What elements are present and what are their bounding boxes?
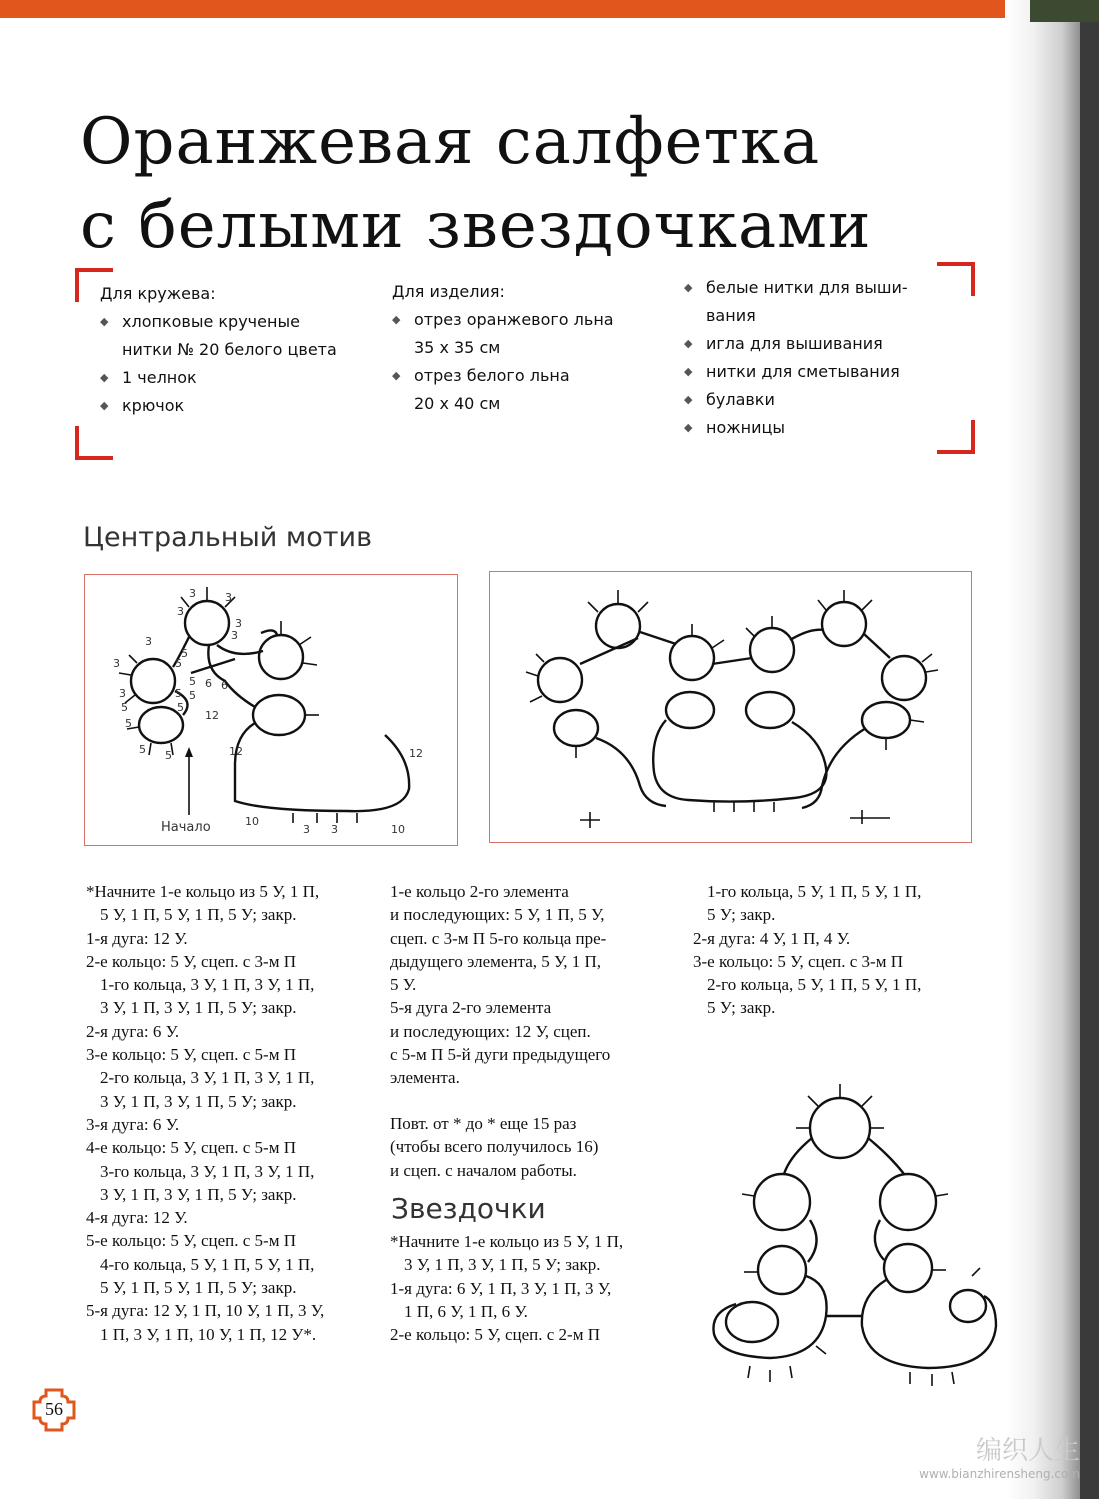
watermark-name: 编织人生	[975, 1436, 1080, 1466]
instructions-column-2-top	[390, 880, 690, 1090]
section-stars: Звездочки	[391, 1192, 546, 1225]
materials-other-item-line: ◆ булавки	[706, 390, 775, 409]
materials-product	[392, 278, 672, 418]
stitch-count-label: 3	[189, 587, 196, 600]
materials-other-item	[684, 414, 934, 442]
materials-product-item-line: 20 х 40 см	[414, 394, 501, 413]
instruction-line: сцеп. с 3-м П 5-го кольца пре-	[390, 928, 607, 948]
instruction-line: 3-е кольцо: 5 У, сцеп. с 3-м П	[693, 951, 903, 971]
instruction-line: 2-я дуга: 4 У, 1 П, 4 У.	[693, 928, 851, 948]
instruction-line: дыдущего элемента, 5 У, 1 П,	[390, 951, 602, 971]
star-diagram	[700, 1076, 1010, 1396]
bracket-bottom-right	[937, 420, 975, 454]
central-motif-diagram	[84, 574, 458, 846]
stitch-count-label: 5	[125, 717, 132, 730]
page-title	[80, 100, 980, 268]
watermark-url: www.bianzhirensheng.com	[919, 1467, 1080, 1481]
instruction-line: 4-го кольца, 5 У, 1 П, 5 У, 1 П,	[100, 1254, 315, 1274]
stitch-count-label: 5	[189, 689, 196, 702]
instruction-line: 5-е кольцо: 5 У, сцеп. с 5-м П	[86, 1231, 296, 1251]
instruction-line: (чтобы всего получилось 16)	[390, 1137, 599, 1157]
stitch-count-label: 3	[231, 629, 238, 642]
instruction-line: 5-я дуга: 12 У, 1 П, 10 У, 1 П, 3 У,	[86, 1301, 325, 1321]
motif-chain-drawing	[490, 572, 971, 842]
title-line-2: с белыми звездочками	[80, 189, 872, 263]
motif-chain-diagram	[489, 571, 972, 843]
stitch-count-label: 10	[391, 823, 405, 836]
materials-lace-item-line: нитки № 20 белого цвета	[122, 340, 337, 359]
page-number: 56	[45, 1399, 63, 1419]
stitch-count-label: 10	[245, 815, 259, 828]
stitch-count-label: 5	[121, 701, 128, 714]
materials-product-item	[392, 306, 672, 362]
stitch-count-label: 3	[113, 657, 120, 670]
instructions-column-3	[693, 880, 993, 1020]
start-label: Начало	[161, 820, 211, 835]
instruction-line: 5 У; закр.	[707, 905, 776, 925]
materials-lace-list	[100, 308, 390, 420]
instruction-line: 2-го кольца, 5 У, 1 П, 5 У, 1 П,	[707, 975, 922, 995]
stitch-count-label: 12	[205, 709, 219, 722]
stitch-count-label: 5	[181, 647, 188, 660]
materials-product-list	[392, 306, 672, 418]
stitch-count-label: 5	[189, 675, 196, 688]
instruction-line: 1 П, 3 У, 1 П, 10 У, 1 П, 12 У*.	[100, 1324, 317, 1344]
watermark	[910, 1430, 1090, 1490]
stitch-count-label: 6	[205, 677, 212, 690]
instruction-line: 2-я дуга: 6 У.	[86, 1021, 180, 1041]
materials-product-item-line: 35 х 35 см	[414, 338, 501, 357]
stitch-count-label: 5	[139, 743, 146, 756]
instruction-line: *Начните 1-е кольцо из 5 У, 1 П,	[86, 882, 320, 901]
bracket-top-right	[937, 262, 975, 296]
title-line-1: Оранжевая салфетка	[80, 105, 821, 179]
instruction-line: 2-го кольца, 3 У, 1 П, 3 У, 1 П,	[100, 1068, 315, 1088]
stitch-count-label: 3	[145, 635, 152, 648]
instruction-line: Повт. от * до * еще 15 раз	[390, 1114, 577, 1133]
stitch-count-label: 3	[177, 605, 184, 618]
materials-other-item-line: ◆ нитки для сметывания	[706, 362, 900, 381]
materials-other-item	[684, 330, 934, 358]
instruction-line: 3-го кольца, 3 У, 1 П, 3 У, 1 П,	[100, 1161, 315, 1181]
materials-other	[684, 274, 934, 442]
instruction-line: 4-я дуга: 12 У.	[86, 1208, 188, 1228]
materials-product-item	[392, 362, 672, 418]
materials-lace-item-line: ◆ хлопковые крученые	[122, 312, 300, 331]
stitch-count-label: 5	[165, 749, 172, 762]
stitch-count-label: 5	[177, 701, 184, 714]
materials-lace	[100, 280, 390, 420]
materials-other-item-line: ◆ белые нитки для выши-	[706, 278, 908, 297]
book-edge	[1080, 0, 1099, 1499]
instruction-line: 5 У.	[390, 975, 417, 995]
instruction-line: 3-я дуга: 6 У.	[86, 1114, 180, 1134]
stitch-count-label: 12	[409, 747, 423, 760]
instruction-line: 1-го кольца, 5 У, 1 П, 5 У, 1 П,	[707, 882, 922, 901]
instruction-line: 3-е кольцо: 5 У, сцеп. с 5-м П	[86, 1045, 296, 1065]
materials-product-heading: Для изделия:	[392, 282, 505, 301]
instruction-line: 5 У, 1 П, 5 У, 1 П, 5 У; закр.	[100, 905, 297, 925]
materials-lace-item	[100, 364, 390, 392]
materials-other-item	[684, 386, 934, 414]
instruction-line: элемента.	[390, 1068, 460, 1088]
instructions-column-1	[86, 880, 386, 1346]
page-number-badge	[32, 1388, 76, 1432]
instruction-line: 1-го кольца, 3 У, 1 П, 3 У, 1 П,	[100, 975, 315, 995]
materials-lace-heading: Для кружева:	[100, 284, 216, 303]
stitch-count-label: 3	[303, 823, 310, 836]
instruction-line: 3 У, 1 П, 3 У, 1 П, 5 У; закр.	[100, 998, 297, 1018]
instruction-line: 3 У, 1 П, 3 У, 1 П, 5 У; закр.	[100, 1184, 297, 1204]
materials-product-item-line: ◆ отрез белого льна	[414, 366, 570, 385]
ring	[131, 659, 175, 703]
materials-lace-item-line: ◆ 1 челнок	[122, 368, 197, 387]
materials-other-item-line: ◆ ножницы	[706, 418, 786, 437]
instruction-line: 1-е кольцо 2-го элемента	[390, 882, 569, 901]
materials-other-item	[684, 358, 934, 386]
stitch-count-label: 3	[225, 591, 232, 604]
stitch-count-label: 6	[221, 679, 228, 692]
materials-other-item	[684, 274, 934, 330]
ring	[253, 695, 305, 735]
stitch-count-label: 3	[119, 687, 126, 700]
star-drawing	[700, 1076, 1010, 1396]
materials-other-item-line: ◆ игла для вышивания	[706, 334, 883, 353]
instruction-line: 3 У, 1 П, 3 У, 1 П, 5 У; закр.	[100, 1091, 297, 1111]
instruction-line: 1-я дуга: 12 У.	[86, 928, 188, 948]
instruction-line: 5-я дуга 2-го элемента	[390, 998, 552, 1018]
instructions-column-2-stars	[390, 1230, 690, 1346]
instruction-line: 5 У; закр.	[707, 998, 776, 1018]
stitch-count-label: 3	[235, 617, 242, 630]
instruction-line: 1 П, 6 У, 1 П, 6 У.	[404, 1301, 528, 1321]
ring	[185, 601, 229, 645]
cover-corner	[1030, 0, 1099, 22]
instruction-line: и сцеп. с началом работы.	[390, 1160, 577, 1180]
materials-lace-item	[100, 392, 390, 420]
materials-lace-item-line: ◆ крючок	[122, 396, 185, 415]
instruction-line: 2-е кольцо: 5 У, сцеп. с 3-м П	[86, 951, 296, 971]
materials-other-item-line: вания	[706, 306, 756, 325]
section-central-motif: Центральный мотив	[83, 522, 372, 553]
instruction-line: и последующих: 12 У, сцеп.	[390, 1021, 591, 1041]
instruction-line: и последующих: 5 У, 1 П, 5 У,	[390, 905, 605, 925]
instruction-line: *Начните 1-е кольцо из 5 У, 1 П,	[390, 1232, 624, 1251]
instruction-line: с 5-м П 5-й дуги предыдущего	[390, 1045, 611, 1065]
instruction-line: 2-е кольцо: 5 У, сцеп. с 2-м П	[390, 1325, 600, 1345]
materials-product-item-line: ◆ отрез оранжевого льна	[414, 310, 614, 329]
stitch-count-label: 5	[175, 687, 182, 700]
bracket-bottom-left	[75, 426, 113, 460]
stitch-count-label: 3	[331, 823, 338, 836]
instruction-line: 4-е кольцо: 5 У, сцеп. с 5-м П	[86, 1138, 296, 1158]
instruction-line: 1-я дуга: 6 У, 1 П, 3 У, 1 П, 3 У,	[390, 1278, 612, 1298]
materials-lace-item	[100, 308, 390, 364]
central-motif-drawing	[85, 575, 457, 845]
start-arrowhead	[185, 747, 193, 757]
stitch-count-label: 5	[175, 657, 182, 670]
materials-other-list	[684, 274, 934, 442]
instruction-line: 3 У, 1 П, 3 У, 1 П, 5 У; закр.	[404, 1255, 601, 1275]
top-orange-strip	[0, 0, 1030, 18]
instruction-line: 5 У, 1 П, 5 У, 1 П, 5 У; закр.	[100, 1278, 297, 1298]
ring	[259, 635, 303, 679]
stitch-count-label: 12	[229, 745, 243, 758]
instructions-column-2-repeat	[390, 1112, 690, 1182]
